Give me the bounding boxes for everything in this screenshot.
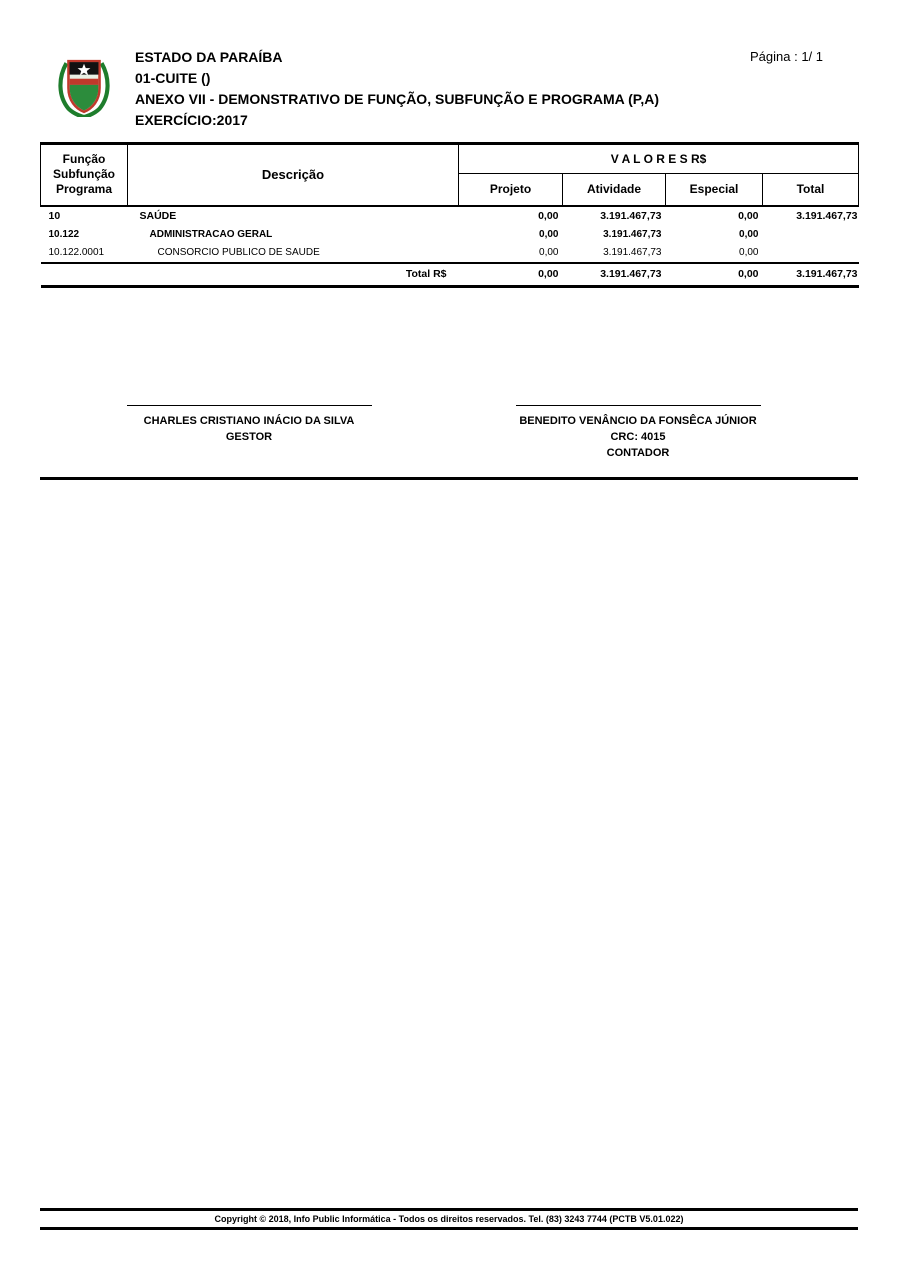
cell-atividade: 3.191.467,73 xyxy=(603,228,662,240)
signer-crc: CRC: 4015 xyxy=(610,431,666,443)
cell-description: ADMINISTRACAO GERAL xyxy=(149,228,273,240)
cell-code: 10 xyxy=(48,209,61,222)
cell-total xyxy=(763,225,859,244)
header-subfuncao-line: Subfunção xyxy=(53,167,115,182)
page-footer xyxy=(40,1208,858,1230)
header-programa-line: Programa xyxy=(55,182,113,197)
cell-code: 10.122.0001 xyxy=(48,247,105,258)
cell-especial: 0,00 xyxy=(739,228,759,240)
header-funcao-line: Função xyxy=(62,152,106,167)
cell-description: SAÚDE xyxy=(139,209,177,222)
cell-especial: 0,00 xyxy=(738,209,759,222)
total-total: 3.191.467,73 xyxy=(763,263,859,287)
column-header-funcao xyxy=(41,144,128,206)
signature-line xyxy=(516,405,761,406)
cell-projeto: 0,00 xyxy=(539,247,559,258)
total-atividade: 3.191.467,73 xyxy=(563,263,666,287)
column-header-especial: Especial xyxy=(666,174,763,206)
cell-total: 3.191.467,73 xyxy=(796,209,858,222)
total-especial: 0,00 xyxy=(666,263,763,287)
column-header-projeto: Projeto xyxy=(459,174,563,206)
signer-role: CONTADOR xyxy=(606,447,670,459)
signer-name: BENEDITO VENÂNCIO DA FONSÊCA JÚNIOR xyxy=(519,415,757,427)
signature-block-gestor xyxy=(115,405,383,445)
column-header-valores: V A L O R E S R$ xyxy=(459,144,859,174)
section-divider xyxy=(40,477,858,480)
table-row xyxy=(41,225,859,244)
signature-block-contador xyxy=(504,405,772,461)
cell-projeto: 0,00 xyxy=(539,228,559,240)
cell-projeto: 0,00 xyxy=(538,209,559,222)
page-number: Página : 1/ 1 xyxy=(750,49,823,64)
total-row-spacer xyxy=(41,263,128,287)
cell-description: CONSORCIO PUBLICO DE SAUDE xyxy=(157,247,320,258)
column-header-total: Total xyxy=(763,174,859,206)
cell-atividade: 3.191.467,73 xyxy=(600,209,662,222)
document-header xyxy=(135,47,659,131)
column-header-descricao: Descrição xyxy=(128,144,459,206)
table-footer xyxy=(41,263,859,287)
table-body xyxy=(41,206,859,263)
column-header-atividade: Atividade xyxy=(563,174,666,206)
table-row xyxy=(41,244,859,263)
signer-name: CHARLES CRISTIANO INÁCIO DA SILVA xyxy=(143,415,355,427)
cell-atividade: 3.191.467,73 xyxy=(603,247,662,258)
signature-line xyxy=(127,405,372,406)
total-row xyxy=(41,263,859,287)
cell-code: 10.122 xyxy=(48,228,80,240)
paraiba-coat-of-arms-icon xyxy=(56,57,112,117)
table-header xyxy=(41,144,859,206)
table-row xyxy=(41,206,859,225)
entity-name: 01-CUITE () xyxy=(135,70,211,86)
copyright-text: Copyright © 2018, Info Public Informática - Todos os direitos reservados. Tel. (83) 3243 7744 (PCTB V5.01.022) xyxy=(214,1214,684,1224)
report-title: ANEXO VII - DEMONSTRATIVO DE FUNÇÃO, SUBFUNÇÃO E PROGRAMA (P,A) xyxy=(135,91,659,107)
total-label: Total R$ xyxy=(128,263,459,287)
report-table xyxy=(40,142,859,288)
cell-total xyxy=(763,244,859,263)
exercise-year: EXERCÍCIO:2017 xyxy=(135,112,248,128)
signer-role: GESTOR xyxy=(225,431,273,443)
total-projeto: 0,00 xyxy=(459,263,563,287)
cell-especial: 0,00 xyxy=(739,247,759,258)
state-name: ESTADO DA PARAÍBA xyxy=(135,49,283,65)
